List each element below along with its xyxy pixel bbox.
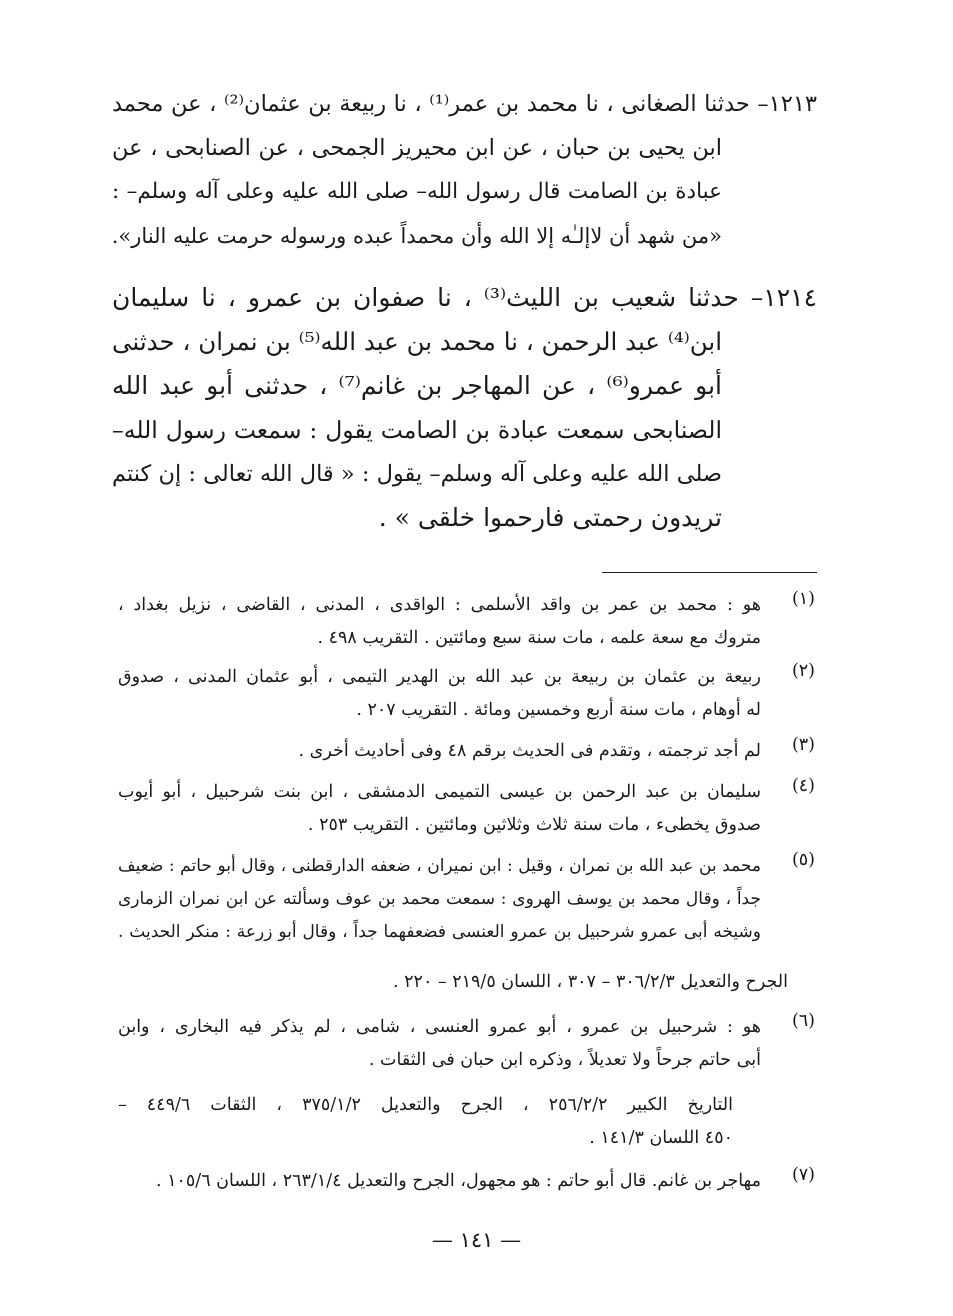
footnote-line: محمد بن عبد الله بن نمران ، وقيل : ابن نميران ، ضعفه الدارقطنى ، وقال أبو حاتم : ضعيف — [118, 856, 761, 876]
hadith-line: صلى الله عليه وعلى آله وسلم– يقول : « قال الله تعالى : إن كنتم — [112, 461, 722, 487]
footnote-6-refs — [118, 1089, 815, 1155]
footnote-line: هو : شرحبيل بن عمرو ، أبو عمرو العنسى ، شامى ، لم يذكر فيه البخارى ، وابن — [118, 1017, 761, 1037]
hadith-text: حدثنا شعيب بن الليث⁽³⁾ ، نا صفوان بن عمرو ، نا سليمان — [112, 283, 739, 312]
footnote-separator — [602, 572, 817, 573]
footnote-line: له أوهام ، مات سنة أربع وخمسين ومائة . التقريب ٢٠٧ . — [356, 700, 761, 720]
page-number: — ١٤١ — — [431, 1228, 522, 1252]
hadith-line: عبادة بن الصامت قال رسول الله– صلى الله عليه وعلى آله وسلم– : — [112, 179, 722, 204]
footnote-number: (١) — [791, 589, 815, 609]
footnote-line: متروك مع سعة علمه ، مات سنة سبع ومائتين . التقريب ٤٩٨ . — [317, 628, 761, 648]
hadith-line: ابن⁽⁴⁾ عبد الرحمن ، نا محمد بن عبد الله⁽⁵⁾ بن نمران ، حدثنى — [112, 327, 722, 356]
footnote-6 — [118, 1011, 815, 1077]
hadith-text: حدثنا الصغانى ، نا محمد بن عمر⁽¹⁾ ، نا ربيعة بن عثمان⁽²⁾ ، عن محمد — [112, 91, 750, 117]
footnote-line: هو : محمد بن عمر بن واقد الأسلمى : الواقدى ، المدنى ، القاضى ، نزيل بغداد ، — [118, 595, 761, 615]
footnote-number: (٢) — [791, 661, 815, 681]
hadith-line: تريدون رحمتى فارحموا خلقى » . — [378, 503, 722, 532]
hadith-line — [112, 82, 817, 126]
footnote-line: سليمان بن عبد الرحمن بن عيسى التميمى الدمشقى ، ابن بنت شرحبيل ، أبو أيوب — [118, 782, 761, 802]
hadith-line: «من شهد أن لاإلـٰه إلا الله وأن محمداً عبده ورسوله حرمت عليه النار». — [111, 224, 722, 248]
hadith-line — [112, 276, 817, 320]
footnote-2 — [118, 661, 815, 727]
footnote-number: (٥) — [791, 850, 815, 870]
footnote-1 — [118, 589, 815, 655]
footnote-number: (٧) — [791, 1165, 815, 1185]
hadith-1213 — [112, 82, 817, 258]
footnote-line: مهاجر بن غانم. قال أبو حاتم : هو مجهول، الجرح والتعديل ٢٦٣/١/٤ ، اللسان ١٠٥/٦ . — [155, 1171, 761, 1191]
hadith-number: ١٢١٣– — [757, 91, 817, 117]
hadith-line: أبو عمرو⁽⁶⁾ ، عن المهاجر بن غانم⁽⁷⁾ ، حدثنى أبو عبد الله — [112, 371, 722, 400]
footnote-3 — [118, 735, 815, 768]
footnote-line: أبى حاتم جرحاً ولا تعديلاً ، وذكره ابن حبان فى الثقات . — [368, 1050, 761, 1070]
footnote-5 — [118, 850, 815, 949]
footnote-line: لم أجد ترجمته ، وتقدم فى الحديث برقم ٤٨ وفى أحاديث أخرى . — [298, 741, 761, 761]
footnote-line: صدوق يخطىء ، مات سنة ثلاث وثلاثين ومائتين . التقريب ٢٥٣ . — [307, 815, 761, 835]
footnote-number: (٣) — [791, 735, 815, 755]
hadith-number: ١٢١٤– — [750, 283, 817, 312]
footnote-reference: التاريخ الكبير ٢٥٦/٢/٢ ، الجرح والتعديل ٣٧٥/١/٢ ، الثقات ٤٤٩/٦ – — [118, 1095, 733, 1115]
hadith-line: الصنابحى سمعت عبادة بن الصامت يقول : سمعت رسول الله– — [112, 416, 722, 444]
footnote-line: وشيخه أبى عمرو شرحبيل بن عمرو العنسى فضعفهما جداً ، وقال أبو زرعة : منكر الحديث . — [118, 922, 761, 942]
footnote-number: (٦) — [791, 1011, 815, 1031]
footnote-reference: ٤٥٠ اللسان ١٤١/٣ . — [589, 1128, 733, 1148]
footnote-reference: الجرح والتعديل ٣٠٦/٢/٣ – ٣٠٧ ، اللسان ٢١٩/٥ – ٢٢٠ . — [393, 972, 788, 992]
hadith-1214 — [112, 276, 817, 540]
footnote-4 — [118, 776, 815, 842]
footnote-line: ربيعة بن عثمان بن ربيعة بن عبد الله بن الهدير التيمى ، أبو عثمان المدنى ، صدوق — [118, 667, 761, 687]
hadith-line: ابن يحيى بن حبان ، عن ابن محيريز الجمحى ، عن الصنابحى ، عن — [112, 135, 722, 161]
footnote-line: جداً ، وقال محمد بن يوسف الهروى : سمعت محمد بن عوف وسألته عن ابن نمران الزمارى — [118, 889, 761, 909]
footnote-7 — [118, 1165, 815, 1198]
footnote-number: (٤) — [791, 776, 815, 796]
footnote-5-refs — [118, 966, 788, 999]
